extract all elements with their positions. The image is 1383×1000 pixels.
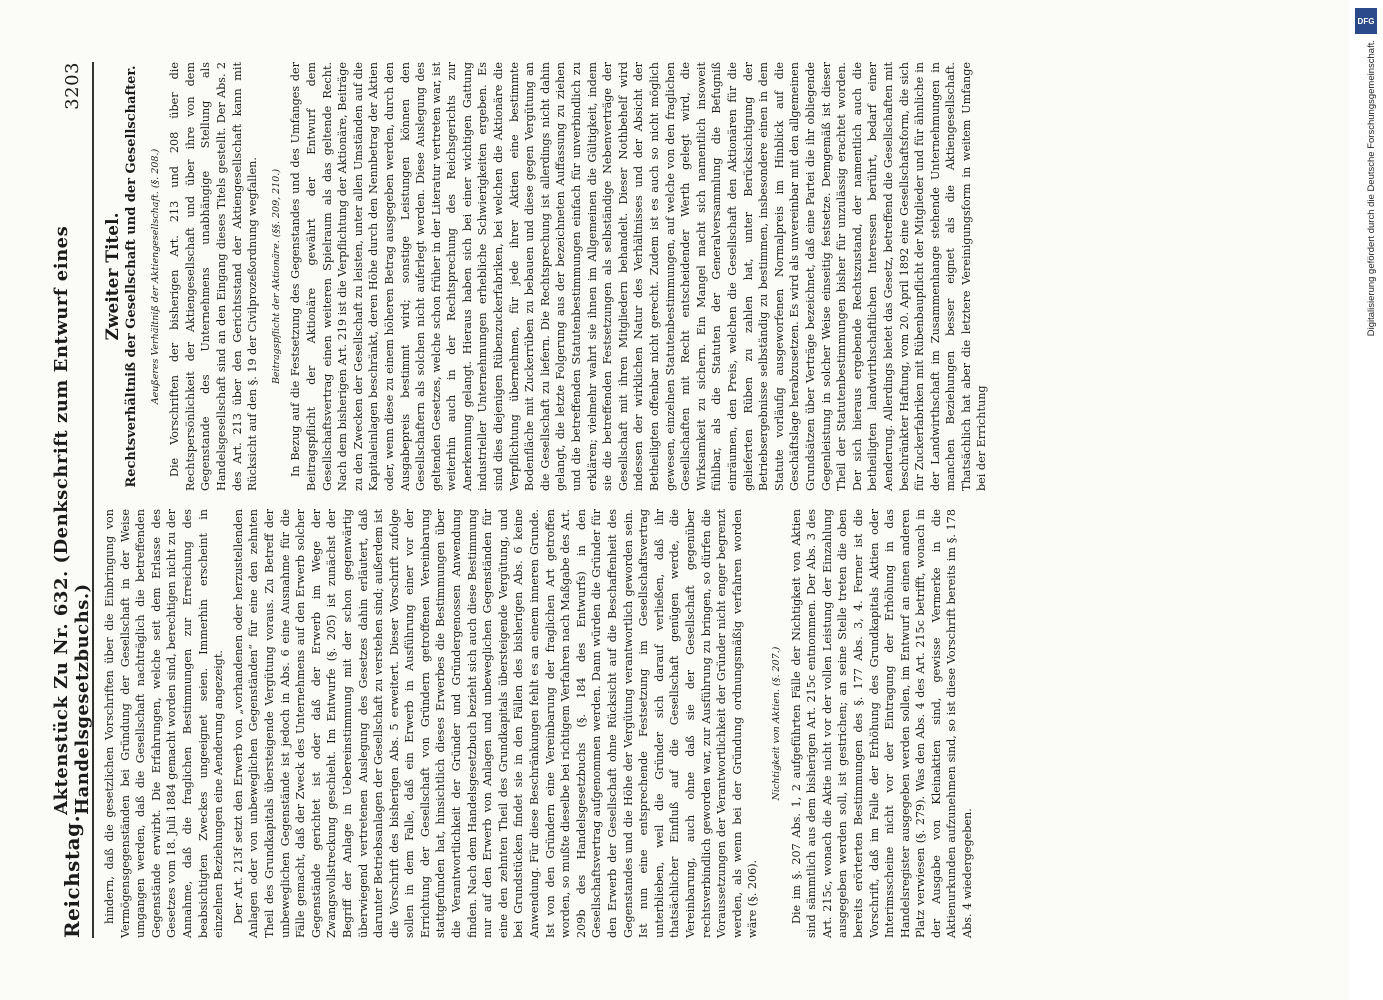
document-body: [102, 62, 1322, 938]
section-title: Nichtigkeit von Aktien. (§. 207.): [770, 646, 782, 801]
page-header: [52, 62, 94, 938]
digitization-strip: [1349, 0, 1383, 1000]
paragraph: In Bezug auf die Festsetzung des Gegenstandes und des Umfanges der Beitragspflicht der Aktionäre gewährt der Entwurf dem Gesellschaftsvertrag einen weiteren Spielraum als das geltende Recht. Nach dem bisherigen Art. 219 ist die Verpflichtung der Aktionäre, Beiträge zu den Zwecken der Gesellschaft zu leisten, unter allen Umständen auf die Kapitaleinlagen beschränkt, deren Höhe durch den Nennbetrag der Aktien oder, wenn diese zu einem höheren Betrag ausgegeben werden, durch den Ausgabepreis bestimmt wird; sonstige Leistungen können den Gesellschaftern als solchen nicht auferlegt werden. Diese Auslegung des geltenden Gesetzes, welche schon früher in der Literatur vertreten war, ist weiterhin auch in der Rechtsprechung des Reichsgerichts zur Anerkennung gelangt. Hieraus haben sich bei einer wichtigen Gattung industrieller Unternehmungen erhebliche Schwierigkeiten ergeben. Es sind dies diejenigen Rübenzuckerfabriken, bei welchen die Aktionäre die Verpflichtung übernehmen, für jede ihrer Aktien eine bestimmte Bodenfläche mit Zuckerrüben zu bebauen und diese gegen Vergütung an die Gesellschaft zu liefern. Die Rechtsprechung ist allerdings nicht dahin gelangt, die letzte Folgerung aus der bezeichneten Auffassung zu ziehen und die betreffenden Statutenbestimmungen einfach für unverbindlich zu erklären; vielmehr wahrt sie ihnen im Allgemeinen die Gültigkeit, indem sie die betreffenden Festsetzungen als selbständige Nebenverträge der Gesellschaft mit ihren Mitgliedern behandelt. Dieser Nothbehelf wird indessen der wirklichen Natur des Verhältnisses und der Absicht der Betheiligten offenbar nicht gerecht. Zudem ist es auch so nicht möglich gewesen, einzelnen Statutenbestimmungen, auf welche von den fraglichen Gesellschaften mit Recht entscheidender Werth gelegt wird, die Wirksamkeit zu sichern. Ein Mangel macht sich namentlich insoweit fühlbar, als die Statuten der Generalversammlung die Befugniß einräumen, den Preis, welchen die Gesellschaft den Aktionären für die gelieferten Rüben zu zahlen hat, unter Berücksichtigung der Betriebsergebnisse selbständig zu bestimmen, insbesondere einen in dem Statute vorläufig ausgeworfenen Normalpreis im Hinblick auf die Geschäftslage herabzusetzen. Es wird als unvereinbar mit den allgemeinen Grundsätzen über Verträge bezeichnet, daß eine Partei die ihr obliegende Gegenleistung in solcher Weise einseitig festsetze. Demgemäß ist dieser Theil der Statutenbestimmungen bisher für unzulässig erachtet worden. Der sich hieraus ergebende Rechtszustand, der namentlich auch die betheiligten landwirthschaftlichen Interessen berührt, bedarf einer Aenderung. Allerdings bietet das Gesetz, betreffend die Gesellschaften mit beschränkter Haftung, vom 20. April 1892 eine Gesellschaftsform, die sich für Zuckerfabriken mit Rübenbaupflicht der Mitglieder und für ähnliche in der Landwirthschaft im Zusammenhange stehende Unternehmungen in manchen Beziehungen besser eignet als die Aktiengesellschaft. Thatsächlich hat aber die letztere Vereinigungsform in weitem Umfange bei der Errichtung: [288, 62, 988, 491]
rotated-document: [52, 50, 1332, 950]
left-column: [102, 509, 1322, 938]
section-title: Beitragspflicht der Aktionäre. (§§. 209, 210.): [270, 168, 282, 385]
chapter-subtitle: Rechtsverhältniß der Gesellschaft und der Gesellschafter.: [123, 65, 139, 488]
header-left: Reichstag.: [59, 814, 84, 938]
chapter-title: Zweiter Titel.: [102, 212, 123, 341]
section-title: Aeußeres Verhältniß der Aktiengesellschaft. (§. 208.): [149, 148, 161, 405]
paragraph: hindern, daß die gesetzlichen Vorschriften über die Einbringung von Vermögensgegenständen bei Gründung der Gesellschaft in der Weise umgangen werden, daß die Gesellschaft nachträglich die betreffenden Gegenstände erwirbt. Die Erfahrungen, welche seit dem Erlasse des Gesetzes vom 18. Juli 1884 gemacht worden sind, berechtigen nicht zu der Annahme, daß die fraglichen Bestimmungen zur Erreichung des beabsichtigten Zweckes ungeeignet seien. Immerhin erscheint in einzelnen Beziehungen eine Aenderung angezeigt.: [102, 509, 225, 938]
paragraph: Die im §. 207 Abs. 1, 2 aufgeführten Fälle der Nichtigkeit von Aktien sind sämmtlich aus dem bisherigen Art. 215c entnommen. Der Abs. 3 des Art. 215c, wonach die Aktie nicht vor der vollen Leistung der Einzahlung ausgegeben werden soll, ist gestrichen; an seine Stelle treten die oben bereits erörterten Bestimmungen des §. 177 Abs. 3, 4. Ferner ist die Vorschrift, daß im Falle der Erhöhung des Grundkapitals Aktien oder Interimsscheine nicht vor der Eintragung der Erhöhung in das Handelsregister ausgegeben werden sollen, im Entwurf an einen anderen Platz verwiesen (§. 279). Was den Abs. 4 des Art. 215c betrifft, wonach in der Ausgabe von Kleinaktien sind, gewisse Vermerke in die Aktienurkunden aufzunehmen sind, so ist diese Vorschrift bereits im §. 178 Abs. 4 wiedergegeben.: [789, 509, 974, 938]
header-title: Aktenstück Zu Nr. 632. (Denkschrift zum Entwurf eines Handelsgesetzbuchs.): [50, 225, 93, 815]
right-column: [102, 62, 1322, 491]
dfg-logo: DFG: [1355, 8, 1377, 34]
page-number: 3203: [61, 62, 82, 110]
paragraph: Der Art. 213f setzt den Erwerb von „vorhandenen oder herzustellenden Anlagen oder von unbeweglichen Gegenständen“ für eine den zehnten Theil des Grundkapitals übersteigende Vergütung voraus. Zu Betreff der unbeweglichen Gegenstände ist jedoch in Abs. 6 eine Ausnahme für die Fälle gemacht, daß der Zweck des Unternehmens auf den Erwerb solcher Gegenstände gerichtet ist oder daß der Erwerb im Wege der Zwangsvollstreckung geschieht. Im Entwurfe (§. 205) ist zunächst der Begriff der Anlage in Uebereinstimmung mit der schon gegenwärtig überwiegend vertretenen Auslegung des Gesetzes dahin erläutert, daß darunter Betriebsanlagen der Gesellschaft zu verstehen sind; außerdem ist die Vorschrift des bisherigen Abs. 5 erweitert. Dieser Vorschrift zufolge sollen in dem Falle, daß ein Erwerb in Ausführung einer vor der Errichtung der Gesellschaft von Gründern getroffenen Vereinbarung stattgefunden hat, hinsichtlich dieses Erwerbes die Bestimmungen über die Verantwortlichkeit der Gründer und Gründergenossen Anwendung finden. Nach dem Handelsgesetzbuch bezieht sich auch diese Bestimmung nur auf den Erwerb von Anlagen und unbeweglichen Gegenständen für eine den zehnten Theil des Grundkapitals übersteigende Vergütung, und bei Grundstücken findet sie in den Fällen des bisherigen Abs. 6 keine Anwendung. Für diese Beschränkungen fehlt es an einem inneren Grunde. Ist von den Gründern eine Vereinbarung der fraglichen Art getroffen worden, so mußte dieselbe bei richtigem Verfahren nach Maßgabe des Art. 209b des Handelsgesetzbuchs (§. 184 des Entwurfs) in den Gesellschaftsvertrag aufgenommen werden. Dann würden die Gründer für den Erwerb der Gesellschaft ohne Rücksicht auf die Beschaffenheit des Gegenstandes und die Höhe der Vergütung verantwortlich geworden sein. Ist nun eine entsprechende Festsetzung im Gesellschaftsvertrag unterblieben, weil die Gründer sich darauf verließen, daß ihr thatsächlicher Einfluß auf die Gesellschaft genügen werde, die Vereinbarung, auch ohne daß sie der Gesellschaft gegenüber rechtsverbindlich geworden war, zur Ausführung zu bringen, so dürfen die Voraussetzungen der Verantwortlichkeit der Gründer nicht enger begrenzt werden, als wenn bei der Gründung ordnungsmäßig verfahren worden wäre (§. 206).: [231, 509, 759, 938]
paragraph: Die Vorschriften der bisherigen Art. 213 und 208 über die Rechtspersönlichkeit der Aktiengesellschaft und über ihre von dem Gegenstande des Unternehmens unabhängige Stellung als Handelsgesellschaft sind an den Eingang dieses Titels gestellt. Der Abs. 2 des Art. 213 über den Gerichtsstand der Aktiengesellschaft kann mit Rücksicht auf den §. 19 der Civilprozeßordnung wegfallen.: [167, 62, 259, 491]
digitization-note: Digitalisierung gefördert durch die Deutsche Forschungsgemeinschaft.: [1366, 40, 1377, 337]
